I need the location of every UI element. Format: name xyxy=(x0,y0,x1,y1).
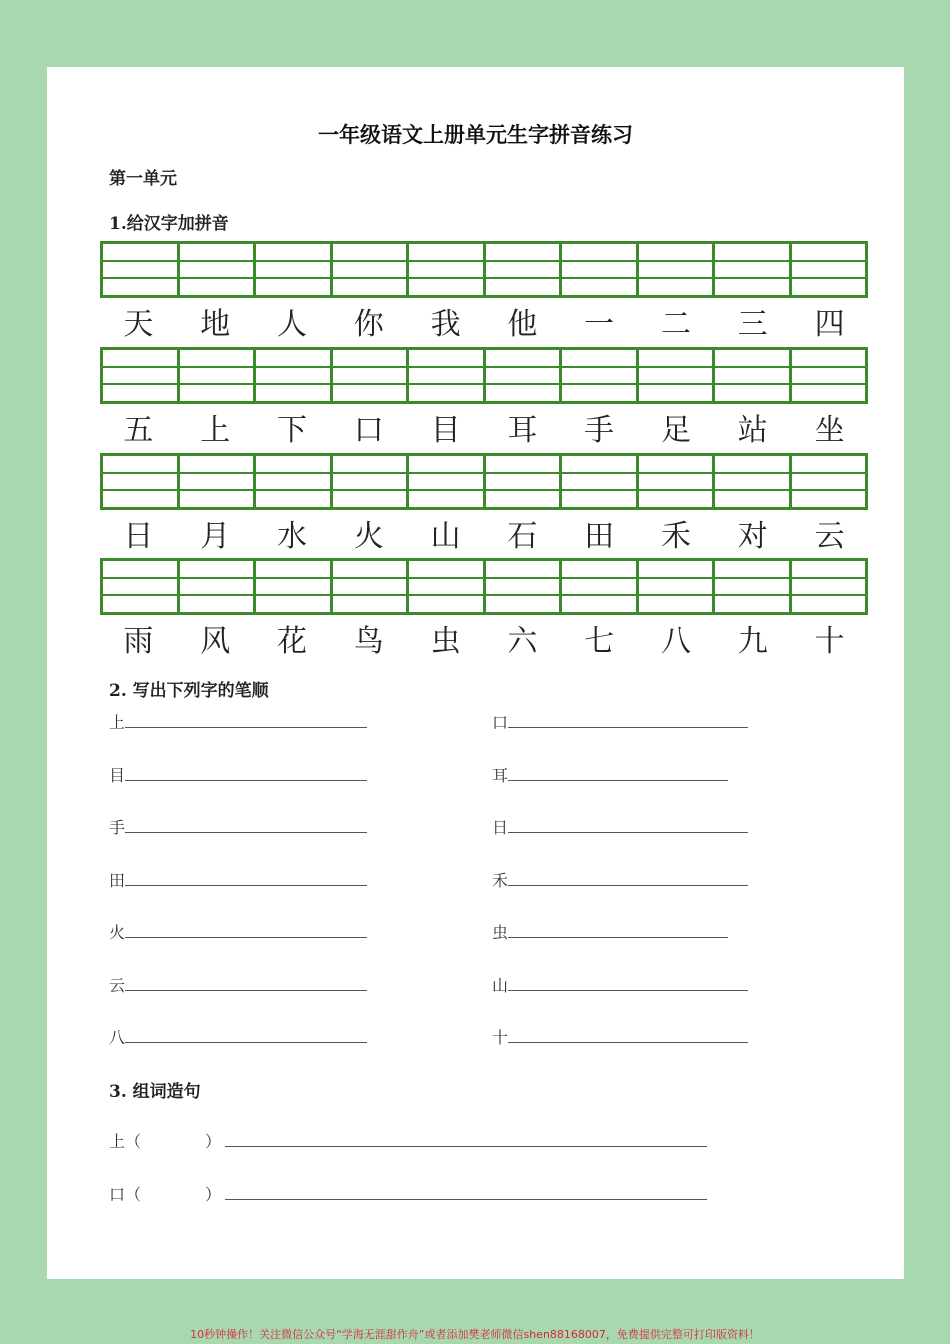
stroke-order-char: 耳 xyxy=(492,765,509,785)
stroke-order-blank[interactable] xyxy=(125,713,367,728)
pinyin-grid-row xyxy=(100,558,868,615)
hanzi-character: 雨 xyxy=(123,624,154,659)
pinyin-cell[interactable] xyxy=(103,456,180,507)
pinyin-cell[interactable] xyxy=(639,456,716,507)
hanzi-character: 二 xyxy=(660,307,691,342)
stroke-order-blank[interactable] xyxy=(508,923,728,938)
stroke-order-item xyxy=(492,973,748,996)
pinyin-cell[interactable] xyxy=(486,456,563,507)
character-row xyxy=(100,411,868,451)
pinyin-cell[interactable] xyxy=(333,350,410,401)
stroke-order-char: 十 xyxy=(492,1028,509,1047)
pinyin-cell[interactable] xyxy=(639,350,716,401)
stroke-order-char: 田 xyxy=(109,870,126,890)
character-row xyxy=(100,622,868,662)
stroke-order-blank[interactable] xyxy=(508,713,748,728)
stroke-order-char: 八 xyxy=(109,1028,126,1047)
stroke-order-blank[interactable] xyxy=(125,766,367,781)
character-row xyxy=(100,517,868,557)
sentence-char: 口 xyxy=(109,1185,126,1204)
unit-heading: 第一单元 xyxy=(109,169,177,189)
character-row xyxy=(100,305,868,345)
pinyin-grid-row xyxy=(100,347,868,404)
pinyin-cell[interactable] xyxy=(256,456,333,507)
stroke-order-blank[interactable] xyxy=(508,766,728,781)
hanzi-character: 云 xyxy=(814,519,845,554)
hanzi-character: 四 xyxy=(814,307,845,342)
hanzi-character: 一 xyxy=(584,307,615,342)
stroke-order-blank[interactable] xyxy=(508,976,748,991)
stroke-order-char: 手 xyxy=(109,818,126,837)
sentence-blank[interactable] xyxy=(225,1185,707,1200)
stroke-order-char: 目 xyxy=(109,765,126,785)
pinyin-cell[interactable] xyxy=(486,561,563,612)
stroke-order-item xyxy=(492,763,728,786)
stroke-order-item xyxy=(109,763,367,786)
hanzi-character: 八 xyxy=(660,624,691,659)
stroke-order-item xyxy=(109,973,367,996)
word-blank[interactable]: （ ） xyxy=(125,1185,222,1204)
hanzi-character: 地 xyxy=(200,307,231,342)
pinyin-cell[interactable] xyxy=(103,561,180,612)
hanzi-character: 你 xyxy=(353,307,384,342)
stroke-order-char: 火 xyxy=(109,923,126,942)
hanzi-character: 田 xyxy=(584,519,615,554)
stroke-order-item xyxy=(109,1025,367,1048)
pinyin-cell[interactable] xyxy=(180,561,257,612)
stroke-order-item xyxy=(492,1025,748,1048)
pinyin-cell[interactable] xyxy=(256,350,333,401)
pinyin-cell[interactable] xyxy=(103,350,180,401)
stroke-order-char: 上 xyxy=(109,713,126,732)
footer-notice: 10秒钟操作！关注微信公众号“学海无涯甜作舟”或者添加樊老师微信shen88168007，免费提供完整可打印版资料！ xyxy=(190,1328,760,1341)
hanzi-character: 足 xyxy=(660,413,691,448)
hanzi-character: 我 xyxy=(430,307,461,342)
pinyin-cell[interactable] xyxy=(562,244,639,295)
pinyin-cell[interactable] xyxy=(409,244,486,295)
section1-heading: 1.给汉字加拼音 xyxy=(109,214,229,234)
pinyin-cell[interactable] xyxy=(333,456,410,507)
hanzi-character: 手 xyxy=(584,413,615,448)
hanzi-character: 花 xyxy=(276,624,307,659)
section3-heading: 3. 组词造句 xyxy=(109,1082,201,1102)
hanzi-character: 水 xyxy=(276,519,307,554)
pinyin-cell[interactable] xyxy=(103,244,180,295)
pinyin-cell[interactable] xyxy=(792,350,866,401)
pinyin-cell[interactable] xyxy=(715,456,792,507)
stroke-order-item xyxy=(109,868,367,891)
sentence-char: 上 xyxy=(109,1132,126,1151)
stroke-order-blank[interactable] xyxy=(508,871,748,886)
stroke-order-char: 虫 xyxy=(492,923,509,942)
stroke-order-char: 禾 xyxy=(492,870,509,890)
hanzi-character: 三 xyxy=(737,307,768,342)
hanzi-character: 天 xyxy=(123,307,154,342)
stroke-order-item xyxy=(492,868,748,891)
pinyin-cell[interactable] xyxy=(715,244,792,295)
sentence-item xyxy=(109,1129,707,1152)
stroke-order-char: 口 xyxy=(492,713,509,732)
pinyin-cell[interactable] xyxy=(180,350,257,401)
pinyin-cell[interactable] xyxy=(639,561,716,612)
stroke-order-blank[interactable] xyxy=(508,1028,748,1043)
hanzi-character: 耳 xyxy=(507,413,538,448)
hanzi-character: 禾 xyxy=(660,519,691,554)
pinyin-cell[interactable] xyxy=(409,350,486,401)
pinyin-cell[interactable] xyxy=(180,456,257,507)
hanzi-character: 七 xyxy=(584,624,615,659)
pinyin-cell[interactable] xyxy=(256,561,333,612)
pinyin-cell[interactable] xyxy=(562,350,639,401)
stroke-order-item xyxy=(109,815,367,838)
stroke-order-item xyxy=(109,920,367,943)
pinyin-cell[interactable] xyxy=(333,244,410,295)
section2-heading: 2. 写出下列字的笔顺 xyxy=(109,681,269,701)
pinyin-cell[interactable] xyxy=(256,244,333,295)
hanzi-character: 虫 xyxy=(430,624,461,659)
pinyin-grid-row xyxy=(100,453,868,510)
stroke-order-item xyxy=(492,920,728,943)
sentence-item xyxy=(109,1182,707,1205)
pinyin-cell[interactable] xyxy=(715,350,792,401)
pinyin-grid-row xyxy=(100,241,868,298)
pinyin-cell[interactable] xyxy=(562,456,639,507)
pinyin-cell[interactable] xyxy=(409,456,486,507)
hanzi-character: 人 xyxy=(276,307,307,342)
stroke-order-blank[interactable] xyxy=(508,818,748,833)
pinyin-cell[interactable] xyxy=(409,561,486,612)
hanzi-character: 下 xyxy=(276,413,307,448)
stroke-order-char: 日 xyxy=(492,818,509,837)
stroke-order-blank[interactable] xyxy=(125,818,367,833)
stroke-order-char: 云 xyxy=(109,975,126,995)
hanzi-character: 对 xyxy=(737,519,768,554)
hanzi-character: 风 xyxy=(200,624,231,659)
hanzi-character: 日 xyxy=(123,519,154,554)
stroke-order-blank[interactable] xyxy=(125,871,367,886)
hanzi-character: 站 xyxy=(737,413,768,448)
page-title: 一年级语文上册单元生字拼音练习 xyxy=(318,122,633,147)
pinyin-cell[interactable] xyxy=(486,244,563,295)
pinyin-cell[interactable] xyxy=(180,244,257,295)
pinyin-cell[interactable] xyxy=(639,244,716,295)
stroke-order-item xyxy=(492,710,748,733)
hanzi-character: 五 xyxy=(123,413,154,448)
hanzi-character: 口 xyxy=(353,413,384,448)
hanzi-character: 坐 xyxy=(814,413,845,448)
hanzi-character: 山 xyxy=(430,519,461,554)
pinyin-cell[interactable] xyxy=(486,350,563,401)
hanzi-character: 石 xyxy=(507,519,538,554)
pinyin-cell[interactable] xyxy=(562,561,639,612)
hanzi-character: 他 xyxy=(507,307,538,342)
hanzi-character: 火 xyxy=(353,519,384,554)
pinyin-cell[interactable] xyxy=(715,561,792,612)
pinyin-cell[interactable] xyxy=(792,244,866,295)
hanzi-character: 九 xyxy=(737,624,768,659)
hanzi-character: 目 xyxy=(430,413,461,448)
stroke-order-blank[interactable] xyxy=(125,923,367,938)
stroke-order-item xyxy=(492,815,748,838)
pinyin-cell[interactable] xyxy=(792,561,866,612)
stroke-order-char: 山 xyxy=(492,975,509,995)
hanzi-character: 鸟 xyxy=(353,624,384,659)
stroke-order-item xyxy=(109,710,367,733)
pinyin-cell[interactable] xyxy=(333,561,410,612)
hanzi-character: 上 xyxy=(200,413,231,448)
hanzi-character: 六 xyxy=(507,624,538,659)
hanzi-character: 十 xyxy=(814,624,845,659)
stroke-order-blank[interactable] xyxy=(125,976,367,991)
hanzi-character: 月 xyxy=(200,519,231,554)
pinyin-cell[interactable] xyxy=(792,456,866,507)
stroke-order-blank[interactable] xyxy=(125,1028,367,1043)
word-blank[interactable]: （ ） xyxy=(125,1132,222,1151)
sentence-blank[interactable] xyxy=(225,1132,707,1147)
worksheet-page xyxy=(47,67,904,1279)
